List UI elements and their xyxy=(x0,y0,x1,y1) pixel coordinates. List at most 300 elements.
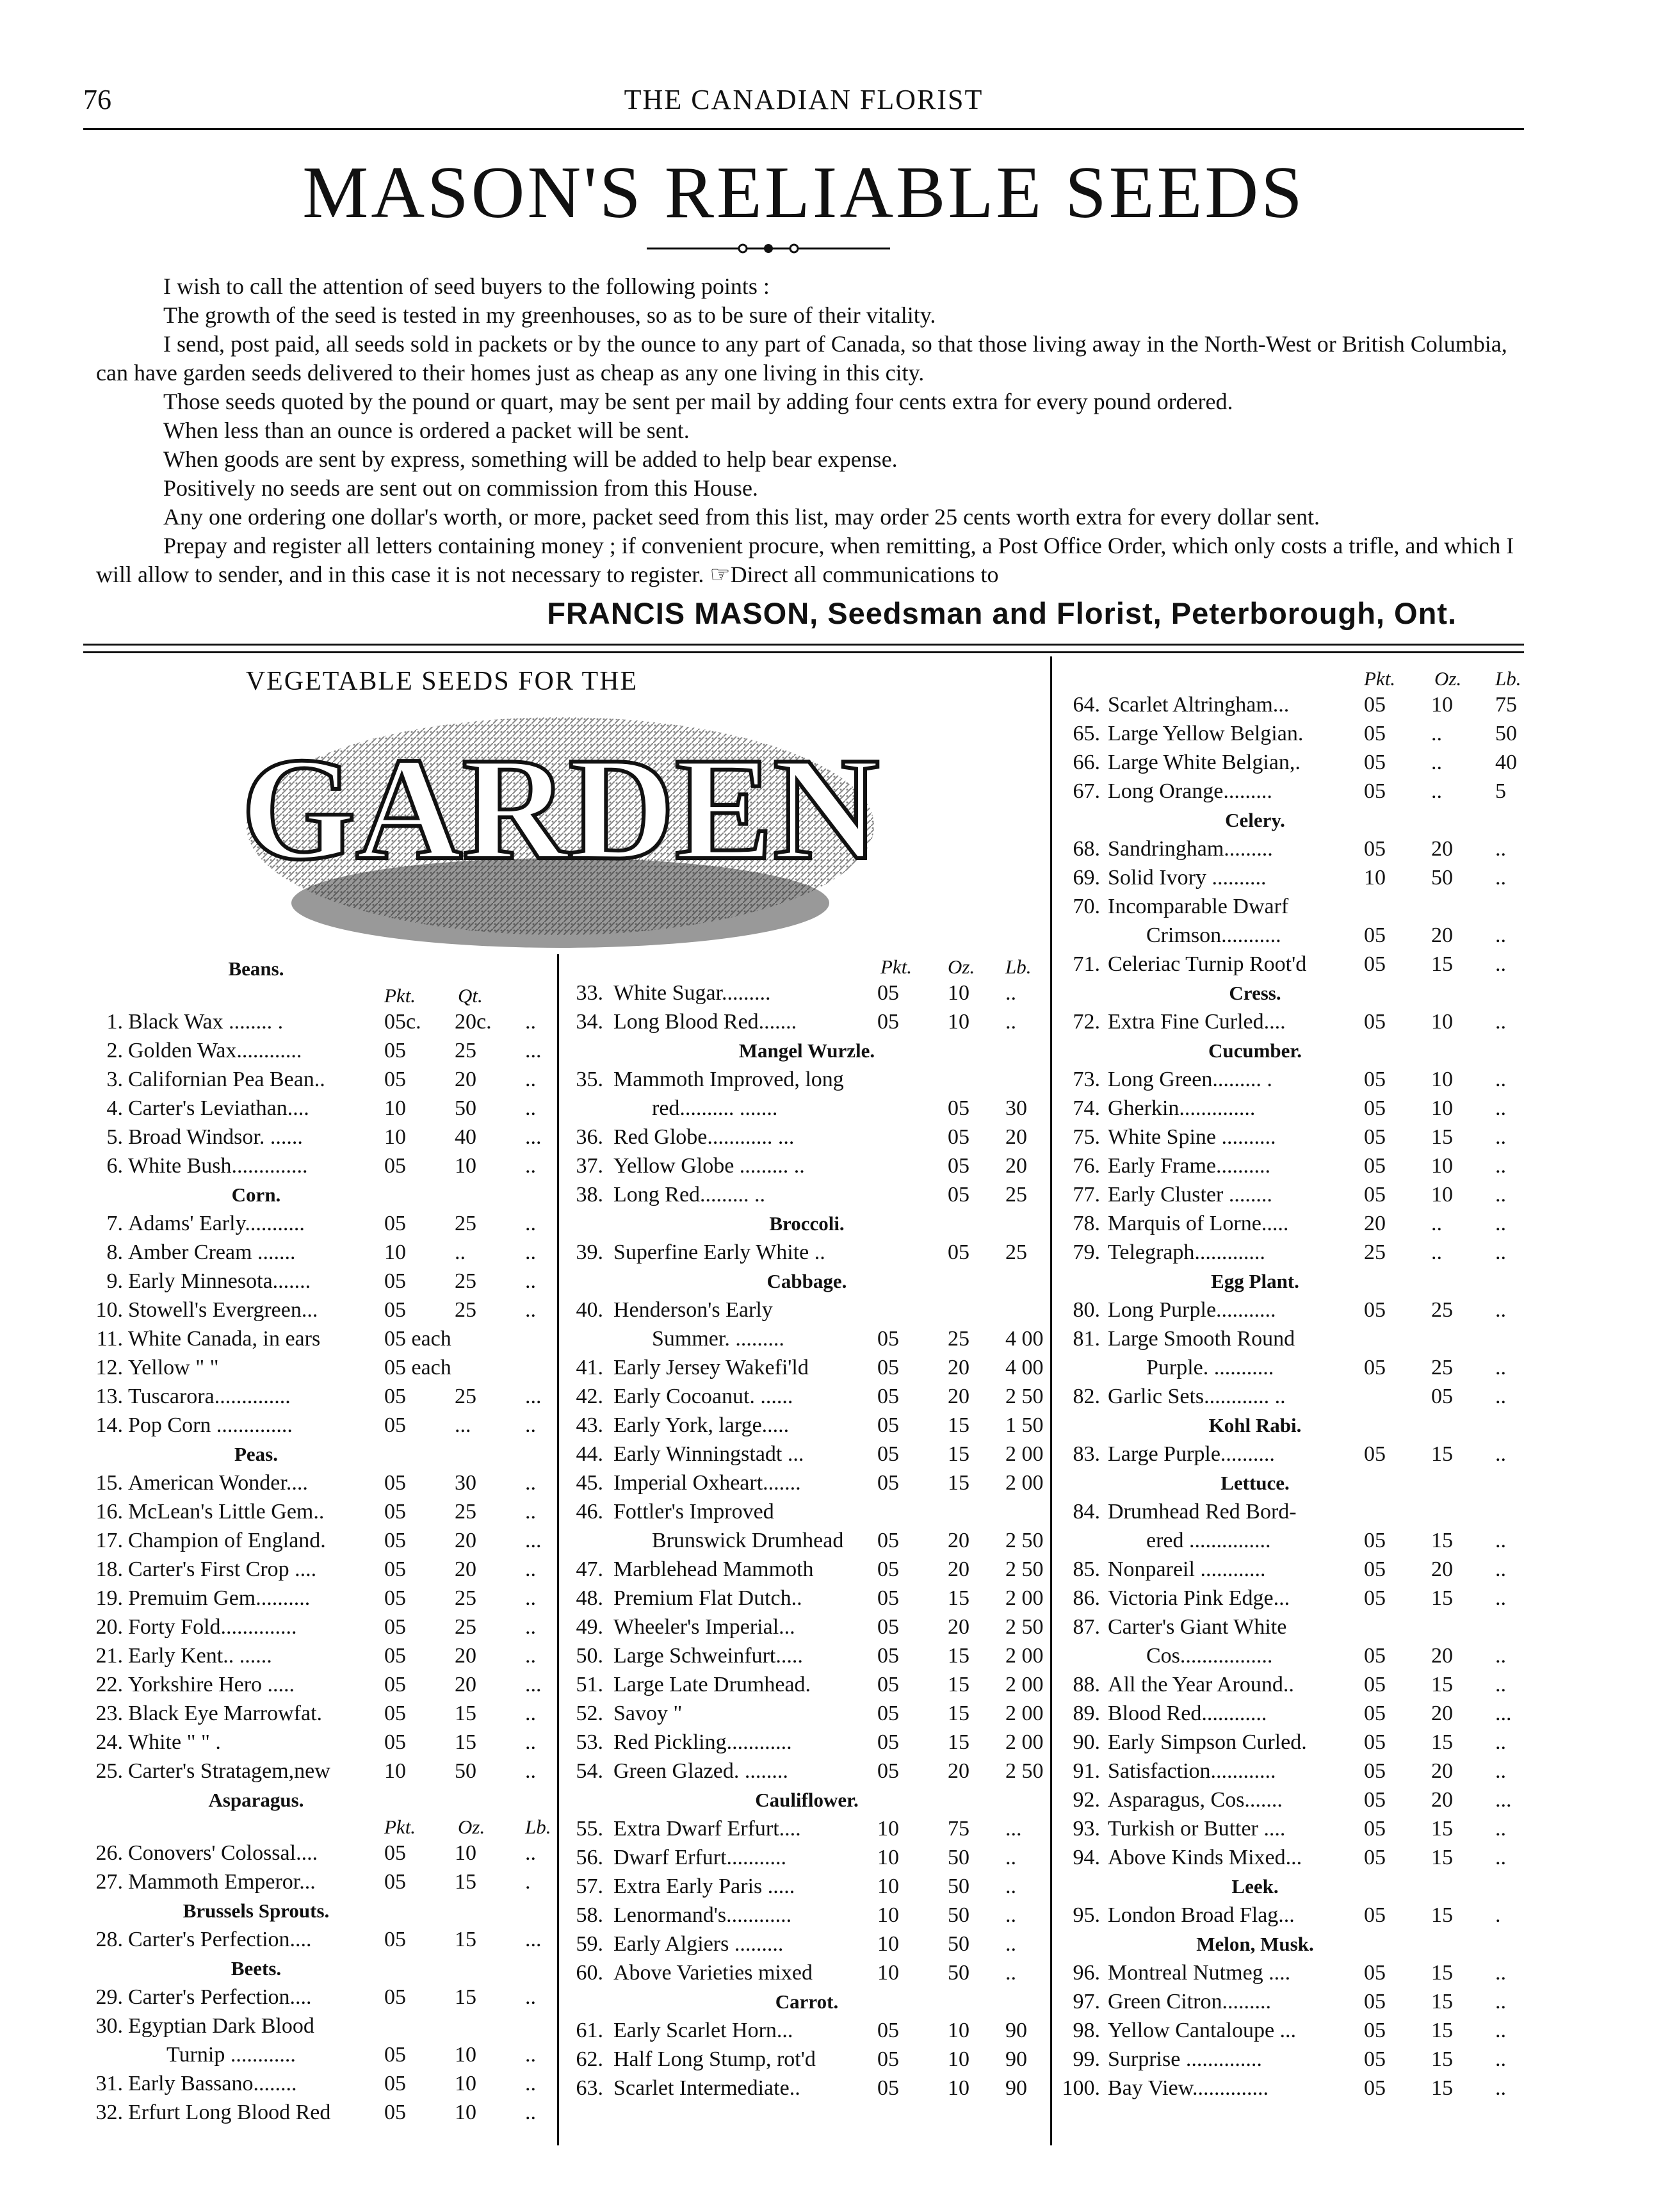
price-col-2: 15 xyxy=(1431,1442,1453,1466)
item-number: 92. xyxy=(1073,1788,1100,1812)
price-col-3: .. xyxy=(1495,1154,1506,1178)
price-col-1: 05 xyxy=(384,1471,406,1495)
column-header: Oz. xyxy=(458,1816,485,1838)
seed-row xyxy=(563,1872,1044,1901)
garden-word: GARDEN xyxy=(241,727,880,890)
item-number: 31. xyxy=(95,2072,123,2095)
seed-row xyxy=(563,1901,1044,1930)
item-name: Incomparable Dwarf xyxy=(1108,895,1289,918)
price-col-2: 30 xyxy=(455,1471,476,1495)
item-number: 22. xyxy=(95,1673,123,1696)
running-title: THE CANADIAN FLORIST xyxy=(624,84,984,115)
price-col-1: 05 xyxy=(1364,1557,1386,1581)
item-name: Egyptian Dark Blood xyxy=(128,2014,314,2038)
item-number: 76. xyxy=(1073,1154,1100,1178)
item-number: 23. xyxy=(95,1702,123,1725)
item-name: White Spine .......... xyxy=(1108,1125,1276,1149)
seed-row xyxy=(1057,1785,1524,1814)
item-number: 10. xyxy=(95,1298,123,1322)
item-number: 4. xyxy=(106,1096,123,1120)
item-number: 62. xyxy=(576,2047,603,2071)
column-header: Pkt. xyxy=(384,984,416,1007)
price-col-3: ... xyxy=(525,1529,542,1552)
item-number: 17. xyxy=(95,1529,123,1552)
item-name: Imperial Oxheart....... xyxy=(613,1471,801,1495)
item-number: 40. xyxy=(576,1298,603,1322)
price-col-1: 10 xyxy=(877,1932,899,1956)
item-number: 93. xyxy=(1073,1817,1100,1841)
item-name: Solid Ivory .......... xyxy=(1108,866,1267,890)
vegetable-heading: VEGETABLE SEEDS FOR THE xyxy=(245,667,638,696)
seed-row xyxy=(83,1267,551,1296)
item-number: 5. xyxy=(106,1125,123,1149)
price-col-1: 05 xyxy=(877,1730,899,1754)
seed-row xyxy=(1057,1123,1524,1151)
price-col-2: 15 xyxy=(948,1702,969,1725)
seed-row xyxy=(83,1641,551,1670)
item-name: Conovers' Colossal.... xyxy=(128,1841,318,1865)
price-col-1: 05 xyxy=(877,2076,899,2100)
price-col-3: .. xyxy=(1495,1385,1506,1408)
price-col-3: .. xyxy=(1495,1125,1506,1149)
price-col-2: 25 xyxy=(455,1269,476,1293)
seed-row xyxy=(563,1670,1044,1699)
price-col-2: .. xyxy=(1431,1240,1442,1264)
price-col-1: 05 xyxy=(1364,1096,1386,1120)
item-name: Premuim Gem.......... xyxy=(128,1586,311,1610)
seed-row xyxy=(563,2045,1044,2074)
price-col-3: ... xyxy=(1005,1817,1022,1841)
item-number: 32. xyxy=(95,2101,123,2124)
column-header: Oz. xyxy=(1434,667,1462,690)
price-col-2: .. xyxy=(1431,1212,1442,1235)
seed-row xyxy=(83,1670,551,1699)
section-heading: Brussels Sprouts. xyxy=(182,1899,330,1922)
item-name: Early Cluster ........ xyxy=(1108,1183,1272,1207)
price-col-2: 20 xyxy=(455,1529,476,1552)
price-col-1: 05 xyxy=(1364,2019,1386,2042)
item-number: 3. xyxy=(106,1068,123,1091)
price-col-3: .. xyxy=(1495,2019,1506,2042)
price-col-3: .. xyxy=(1005,1846,1016,1869)
item-name: Californian Pea Bean.. xyxy=(128,1068,325,1091)
item-number: 82. xyxy=(1073,1385,1100,1408)
seed-row xyxy=(1057,892,1524,921)
price-col-1: 10 xyxy=(877,1817,899,1841)
price-col-2: 15 xyxy=(948,1413,969,1437)
price-col-2: 50 xyxy=(948,1846,969,1869)
seed-row xyxy=(1057,1584,1524,1613)
price-col-1: 05 xyxy=(384,1557,406,1581)
price-col-2: 25 xyxy=(1431,1356,1453,1379)
item-number: 2. xyxy=(106,1039,123,1062)
price-col-3: 1 50 xyxy=(1005,1413,1044,1437)
seed-row xyxy=(1057,1641,1524,1670)
section-heading: Broccoli. xyxy=(769,1212,845,1235)
item-name: Champion of England. xyxy=(128,1529,326,1552)
price-col-3: ... xyxy=(1495,1702,1512,1725)
price-col-1: 05 xyxy=(877,1673,899,1696)
item-number: 85. xyxy=(1073,1557,1100,1581)
item-name: Blood Red............ xyxy=(1108,1702,1267,1725)
item-name: Purple. ........... xyxy=(1146,1356,1274,1379)
item-name: Long Green......... . xyxy=(1108,1068,1272,1091)
column-header: Pkt. xyxy=(1364,667,1396,690)
item-name: White Canada, in ears xyxy=(128,1327,321,1351)
item-name: Surprise .............. xyxy=(1108,2047,1262,2071)
price-col-2: 15 xyxy=(455,1928,476,1951)
price-col-3: .. xyxy=(1495,1298,1506,1322)
seed-row xyxy=(563,1094,1044,1123)
ornament-divider xyxy=(647,239,890,258)
item-name: Early Frame.......... xyxy=(1108,1154,1270,1178)
item-number: 63. xyxy=(576,2076,603,2100)
seed-row xyxy=(1057,748,1524,777)
item-number: 16. xyxy=(95,1500,123,1524)
seed-row xyxy=(1057,1440,1524,1468)
price-col-2: 15 xyxy=(1431,1730,1453,1754)
seed-row xyxy=(563,979,1044,1007)
price-col-2: .. xyxy=(1431,722,1442,745)
seed-row xyxy=(1057,1324,1524,1353)
seed-row xyxy=(83,1123,551,1151)
price-col-3: 90 xyxy=(1005,2076,1027,2100)
price-col-1: 05 xyxy=(384,1644,406,1668)
seed-row xyxy=(83,1925,551,1954)
price-col-1: 05 xyxy=(384,2043,406,2067)
item-name: Early Bassano........ xyxy=(128,2072,297,2095)
seed-row xyxy=(1057,1728,1524,1757)
seed-row xyxy=(83,2069,551,2098)
price-col-2: 15 xyxy=(1431,952,1453,976)
item-number: 68. xyxy=(1073,837,1100,861)
intro-text xyxy=(96,272,1524,589)
price-col-1: 10 xyxy=(384,1759,406,1783)
price-col-1: 05 xyxy=(877,1327,899,1351)
seed-row xyxy=(1057,1065,1524,1094)
price-col-3: .. xyxy=(1495,1817,1506,1841)
signature: FRANCIS MASON, Seedsman and Florist, Peterborough, Ont. xyxy=(547,596,1457,630)
price-col-2: 10 xyxy=(455,1154,476,1178)
item-name: Early York, large..... xyxy=(613,1413,790,1437)
seed-row xyxy=(83,1382,551,1411)
price-col-2: 15 xyxy=(1431,1125,1453,1149)
price-col-2: 40 xyxy=(455,1125,476,1149)
seed-row xyxy=(563,1814,1044,1843)
price-col-2: 25 xyxy=(948,1327,969,1351)
price-col-2: 20 xyxy=(1431,923,1453,947)
intro-line: The growth of the seed is tested in my greenhouses, so as to be sure of their vitality. xyxy=(163,302,936,328)
item-name: Drumhead Red Bord- xyxy=(1108,1500,1297,1524)
seed-row xyxy=(1057,2016,1524,2045)
price-col-3: 25 xyxy=(1005,1240,1027,1264)
price-col-2: 20 xyxy=(948,1356,969,1379)
seed-row xyxy=(1057,1757,1524,1785)
item-name: Yellow Globe ......... .. xyxy=(613,1154,805,1178)
item-number: 100. xyxy=(1062,2076,1100,2100)
price-col-3: ... xyxy=(525,1039,542,1062)
item-name: ered ............... xyxy=(1146,1529,1271,1552)
price-col-2: 20 xyxy=(948,1529,969,1552)
price-col-2: 50 xyxy=(1431,866,1453,890)
price-col-2: 05 xyxy=(948,1240,969,1264)
item-name: Marquis of Lorne..... xyxy=(1108,1212,1289,1235)
item-number: 37. xyxy=(576,1154,603,1178)
price-col-1: 05 xyxy=(384,1870,406,1894)
seed-row xyxy=(83,1296,551,1324)
item-number: 66. xyxy=(1073,751,1100,774)
seed-row xyxy=(563,1007,1044,1036)
seed-row xyxy=(563,1440,1044,1468)
price-col-1: 05 xyxy=(877,1759,899,1783)
price-col-1: 05 xyxy=(1364,923,1386,947)
page-header xyxy=(83,83,1524,122)
seed-row xyxy=(1057,1670,1524,1699)
seed-row xyxy=(83,1007,551,1036)
seed-row xyxy=(563,1382,1044,1411)
section-heading: Egg Plant. xyxy=(1211,1270,1299,1292)
seed-row xyxy=(563,1497,1044,1526)
item-number: 55. xyxy=(576,1817,603,1841)
seed-row xyxy=(1057,1526,1524,1555)
price-col-3: .. xyxy=(525,1702,536,1725)
item-number: 73. xyxy=(1073,1068,1100,1091)
section-heading: Leek. xyxy=(1231,1875,1279,1898)
price-col-1: 05 xyxy=(1364,1010,1386,1034)
price-col-2: 50 xyxy=(948,1875,969,1898)
item-name: Above Varieties mixed xyxy=(613,1961,813,1985)
price-col-3: .. xyxy=(1495,1961,1506,1985)
item-number: 14. xyxy=(95,1413,123,1437)
seed-row xyxy=(83,2098,551,2127)
item-name: Brunswick Drumhead xyxy=(652,1529,844,1552)
price-col-1: 05 xyxy=(1364,1990,1386,2013)
price-col-2: 15 xyxy=(948,1442,969,1466)
item-name: Red Globe............ ... xyxy=(613,1125,795,1149)
price-col-3: 30 xyxy=(1005,1096,1027,1120)
price-col-1: 05 xyxy=(877,2019,899,2042)
item-name: Large Smooth Round xyxy=(1108,1327,1295,1351)
price-col-1: 05 xyxy=(384,1413,406,1437)
price-col-3: 2 00 xyxy=(1005,1673,1044,1696)
item-name: Half Long Stump, rot'd xyxy=(613,2047,816,2071)
seed-row xyxy=(563,1468,1044,1497)
seed-row xyxy=(563,1958,1044,1987)
item-name: Large Schweinfurt..... xyxy=(613,1644,803,1668)
price-col-2: 20 xyxy=(1431,1702,1453,1725)
price-col-3: 25 xyxy=(1005,1183,1027,1207)
item-number: 30. xyxy=(95,2014,123,2038)
seed-row xyxy=(1057,950,1524,979)
seed-row xyxy=(1057,2074,1524,2102)
item-number: 38. xyxy=(576,1183,603,1207)
price-col-3: .. xyxy=(1005,1010,1016,1034)
price-col-1: 05 xyxy=(1364,2076,1386,2100)
price-col-3: .. xyxy=(525,1644,536,1668)
price-col-2: .. xyxy=(1431,779,1442,803)
seed-row xyxy=(1057,1843,1524,1872)
item-name: Carter's Leviathan.... xyxy=(128,1096,309,1120)
price-col-3: .. xyxy=(525,1010,536,1034)
price-col-3: 90 xyxy=(1005,2047,1027,2071)
item-number: 7. xyxy=(106,1212,123,1235)
price-col-3: .. xyxy=(1495,866,1506,890)
price-col-2: 50 xyxy=(455,1759,476,1783)
seed-row xyxy=(83,2040,551,2069)
seed-row xyxy=(1057,921,1524,950)
price-col-2: 05 xyxy=(948,1096,969,1120)
price-col-2: 15 xyxy=(1431,1846,1453,1869)
price-col-2: 20 xyxy=(1431,837,1453,861)
item-number: 29. xyxy=(95,1985,123,2009)
price-col-1: 05 xyxy=(384,1841,406,1865)
item-name: Large White Belgian,. xyxy=(1108,751,1301,774)
price-col-2: 10 xyxy=(455,1841,476,1865)
item-number: 89. xyxy=(1073,1702,1100,1725)
item-number: 24. xyxy=(95,1730,123,1754)
item-name: White Sugar......... xyxy=(613,981,771,1005)
item-number: 80. xyxy=(1073,1298,1100,1322)
price-col-1: 05 xyxy=(384,1212,406,1235)
item-number: 6. xyxy=(106,1154,123,1178)
price-col-1: 05 xyxy=(384,1615,406,1639)
price-col-2: 15 xyxy=(1431,1586,1453,1610)
price-col-3: 2 00 xyxy=(1005,1586,1044,1610)
seed-row xyxy=(83,1757,551,1785)
item-number: 83. xyxy=(1073,1442,1100,1466)
item-number: 21. xyxy=(95,1644,123,1668)
item-name: Superfine Early White .. xyxy=(613,1240,825,1264)
item-number: 60. xyxy=(576,1961,603,1985)
price-col-3: .. xyxy=(1495,923,1506,947)
section-heading: Mangel Wurzle. xyxy=(738,1039,875,1062)
seed-row xyxy=(83,1555,551,1584)
item-number: 9. xyxy=(106,1269,123,1293)
item-name: Tuscarora.............. xyxy=(128,1385,291,1408)
price-col-2: 20 xyxy=(1431,1557,1453,1581)
seed-row xyxy=(83,1094,551,1123)
price-col-3: .. xyxy=(525,1154,536,1178)
price-col-1: 05 xyxy=(384,1702,406,1725)
price-col-3: ... xyxy=(525,1928,542,1951)
item-name: Henderson's Early xyxy=(613,1298,773,1322)
column-header: Lb. xyxy=(1005,956,1032,978)
price-col-3: .. xyxy=(1005,1875,1016,1898)
column-header: Lb. xyxy=(1495,667,1521,690)
price-col-2: 10 xyxy=(948,981,969,1005)
price-col-3: .. xyxy=(525,1586,536,1610)
item-number: 97. xyxy=(1073,1990,1100,2013)
price-col-2: 50 xyxy=(948,1961,969,1985)
item-number: 49. xyxy=(576,1615,603,1639)
price-col-3: ... xyxy=(525,1385,542,1408)
seed-row xyxy=(83,1065,551,1094)
item-number: 96. xyxy=(1073,1961,1100,1985)
price-col-1: 05 xyxy=(1364,1903,1386,1927)
seed-row xyxy=(1057,719,1524,748)
section-heading: Beans. xyxy=(228,957,284,980)
price-col-1: 05 xyxy=(1364,1183,1386,1207)
item-number: 78. xyxy=(1073,1212,1100,1235)
price-col-1: 05 xyxy=(877,1413,899,1437)
seed-row xyxy=(563,1699,1044,1728)
price-col-1: 05 xyxy=(877,1010,899,1034)
item-number: 77. xyxy=(1073,1183,1100,1207)
seed-row xyxy=(563,1324,1044,1353)
price-col-3: 40 xyxy=(1495,751,1517,774)
item-name: American Wonder.... xyxy=(128,1471,308,1495)
item-name: Carter's Perfection.... xyxy=(128,1928,312,1951)
price-col-2: 15 xyxy=(948,1673,969,1696)
section-heading: Melon, Musk. xyxy=(1196,1933,1314,1955)
price-col-2: 20 xyxy=(455,1673,476,1696)
column-header: Oz. xyxy=(948,956,975,978)
section-heading: Celery. xyxy=(1225,809,1285,831)
price-col-2: 20 xyxy=(1431,1644,1453,1668)
price-col-3: 2 50 xyxy=(1005,1529,1044,1552)
seed-row xyxy=(563,1151,1044,1180)
price-col-1: 05 xyxy=(1364,1846,1386,1869)
price-col-3: 2 00 xyxy=(1005,1471,1044,1495)
price-col-1: 05 xyxy=(384,1154,406,1178)
price-col-2: .. xyxy=(455,1240,466,1264)
price-col-3: .. xyxy=(525,1269,536,1293)
seed-row xyxy=(83,1728,551,1757)
item-name: Montreal Nutmeg .... xyxy=(1108,1961,1291,1985)
price-col-2: 05 xyxy=(948,1125,969,1149)
item-name: Early Jersey Wakefi'ld xyxy=(613,1356,809,1379)
seed-row xyxy=(563,2016,1044,2045)
seed-row xyxy=(83,1584,551,1613)
item-name: Long Purple........... xyxy=(1108,1298,1276,1322)
item-number: 34. xyxy=(576,1010,603,1034)
price-col-3: .. xyxy=(1495,1730,1506,1754)
price-col-2: 10 xyxy=(1431,1154,1453,1178)
intro-line: I send, post paid, all seeds sold in packets or by the ounce to any part of Canada, so that those living away in the North-West or British Columbia, can have garden seeds delivered to their homes just as cheap as any one living in this city. xyxy=(96,331,1507,386)
seed-row xyxy=(1057,1901,1524,1930)
item-name: Telegraph............. xyxy=(1108,1240,1265,1264)
item-number: 59. xyxy=(576,1932,603,1956)
price-col-1: 10 xyxy=(384,1240,406,1264)
price-col-2: 15 xyxy=(948,1730,969,1754)
price-col-2: 20c. xyxy=(455,1010,492,1034)
seed-row xyxy=(1057,1238,1524,1267)
price-col-1: 05 xyxy=(1364,1961,1386,1985)
price-col-1: 05c. xyxy=(384,1010,421,1034)
price-col-2: 25 xyxy=(455,1500,476,1524)
price-col-2: 25 xyxy=(1431,1298,1453,1322)
intro-line: When goods are sent by express, something will be added to help bear expense. xyxy=(163,446,898,472)
price-col-3: .. xyxy=(1495,1010,1506,1034)
garden-illustration xyxy=(237,698,884,954)
item-name: Nonpareil ............ xyxy=(1108,1557,1266,1581)
item-number: 52. xyxy=(576,1702,603,1725)
item-name: Mammoth Improved, long xyxy=(613,1068,844,1091)
section-heading: Corn. xyxy=(231,1183,281,1206)
seed-row xyxy=(1057,1180,1524,1209)
seed-row xyxy=(1057,2045,1524,2074)
item-name: Yorkshire Hero ..... xyxy=(128,1673,295,1696)
item-number: 72. xyxy=(1073,1010,1100,1034)
section-heading: Cress. xyxy=(1229,982,1281,1004)
price-col-1: 05 xyxy=(384,1068,406,1091)
price-col-1: 05 xyxy=(877,1702,899,1725)
item-number: 57. xyxy=(576,1875,603,1898)
price-col-1: 05 xyxy=(877,1529,899,1552)
price-col-1: 05 xyxy=(1364,1529,1386,1552)
price-col-3: 90 xyxy=(1005,2019,1027,2042)
item-number: 12. xyxy=(95,1356,123,1379)
